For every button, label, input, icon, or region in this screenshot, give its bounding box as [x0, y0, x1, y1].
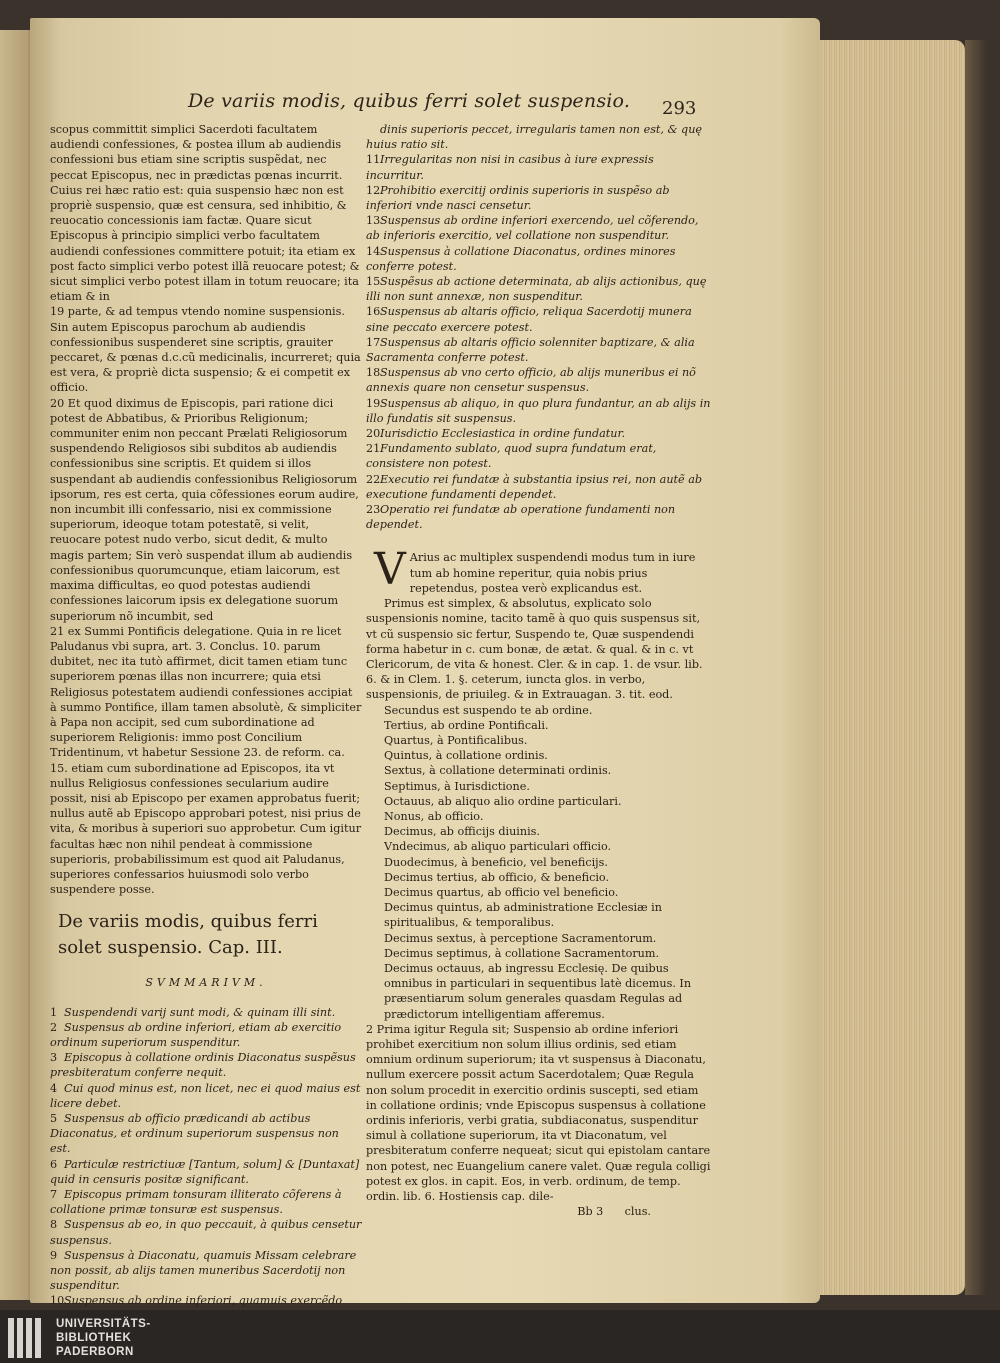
summary-item: 19Suspensus ab aliquo, in quo plura fundantur, an ab alijs in illo fundatis sit suspensus.	[366, 396, 711, 425]
mode-line: Septimus, à Iurisdictione.	[384, 779, 530, 793]
mode-line: Decimus quartus, ab officio vel beneficio.	[384, 885, 619, 899]
summary-list	[50, 1005, 362, 1310]
paragraph: 19 parte, & ad tempus vtendo nomine suspensionis. Sin autem Episcopus parochum ab audiendis confessionibus suspenderet sine scriptis, grauiter peccaret, & pœnas d.c.cũ medicinalis, incurreret; quia est vera, & propriè dicta suspensio; & ei competit ex officio.	[50, 305, 361, 395]
paragraph: 21 ex Summi Pontificis delegatione. Quia in re licet Paludanus vbi supra, art. 3. Conclus. 10. parum dubitet, nec ita tutò affirmet, dicit tamen etiam tunc superiorem pœnas illas non incurrere; quia etsi Religiosus potestatem audiendi confessiones accipiat à summo Pontifice, illam tamen absolutè, & simpliciter à Papa non accipit, sed cum subordinatione ad superiorem Religionis: immo post Concilium Tridentinum, vt habetur Sessione 23. de reform. ca. 15. etiam cum subordinatione ad Episcopos, ita vt nullus Religiosus confessiones secularium audire possit, nisi ab Episcopo per examen approbatus fuerit; nullus autẽ ab Episcopo approbari potest, nisi prius de vita, & moribus à superiori suo approbetur. Cum igitur facultas hæc non nihil pendeat à commissione superioris, probabilissimum est quod ait Paludanus, superiores confessarios huiusmodi solo verbo suspendere posse.	[50, 624, 362, 897]
summary-item: 9 Suspensus à Diaconatu, quamuis Missam celebrare non possit, ab alijs tamen muneribus Sacerdotij non suspenditur.	[50, 1248, 357, 1293]
mode-line: Decimus sextus, à perceptione Sacramentorum.	[384, 931, 657, 945]
summary-item: 6 Particulæ restrictiuæ [Tantum, solum] & [Duntaxat] quid in censuris positæ significant.	[50, 1157, 360, 1186]
primus-paragraph: Primus est simplex, & absolutus, explicato solo suspensionis nomine, tacito tamẽ à quo quis suspensus sit, vt cũ suspensio sic fertur, Suspendo te, Quæ suspendendi forma habetur in c. cum bonæ, de ætat. & qual. & in c. vt Clericorum, de vita & honest. Cler. & in cap. 1. de vsur. lib. 6. & in Clem. 1. §. ceterum, iuncta glos. in verbo, suspensionis, de priuileg. & in Extrauagan. 3. tit. eod.	[366, 597, 703, 702]
summary-item: 1 Suspendendi varij sunt modi, & quinam illi sint.	[50, 1005, 336, 1019]
mode-line: Decimus quintus, ab administratione Ecclesiæ in spiritualibus, & temporalibus.	[384, 901, 662, 930]
mode-line: Decimus septimus, à collatione Sacramentorum.	[384, 946, 660, 960]
summary-item: 13Suspensus ab ordine inferiori exercendo, uel cõferendo, ab inferioris exercitio, vel collatione non suspenditur.	[366, 214, 699, 243]
summary-item: 8 Suspensus ab eo, in quo peccauit, à quibus censetur suspensus.	[50, 1218, 362, 1247]
rule-paragraph: 2 Prima igitur Regula sit; Suspensio ab ordine inferiori prohibet exercitium non solum illius ordinis, sed etiam omnium ordinum superiorum; ita vt suspensus à Diaconatu, nullum exercere possit actum Sacerdotalem; Quæ Regula non solum procedit in exercitio ordinis suscepti, sed etiam in collatione ordinis; vnde Episcopus suspensus à collatione ordinis inferioris, verbi gratia, subdiaconatus, suspenditur simul à collatione superiorum, ita vt Diaconatum, vel presbiteratum conferre nequeat; sicut qui epistolam cantare non potest, nec Euangelium canere valet. Quæ regula colligi potest ex glos. in capit. Eos, in verb. ordinum, de temp. ordin. lib. 6. Hostiensis cap. dile-	[366, 1022, 711, 1204]
left-column	[50, 122, 362, 1310]
summary-item: 7 Episcopus primam tonsuram illiterato cõferens à collatione primæ tonsuræ est suspensus.	[50, 1188, 342, 1217]
summary-item: 22Executio rei fundatæ à substantia ipsius rei, non autẽ ab executione fundamenti dependet.	[366, 472, 703, 501]
summary-item: 16Suspensus ab altaris officio, reliqua Sacerdotij munera sine peccato exercere potest.	[366, 305, 692, 334]
mode-line: Decimus octauus, ab ingressu Ecclesię. De quibus omnibus in particulari in sequentibus latè dicemus. In præsentiarum solum generales quasdam Regulas ad prædictorum intelligentiam afferemus.	[384, 961, 692, 1021]
modes-list	[366, 703, 711, 1022]
mode-line: Quartus, à Pontificalibus.	[384, 733, 528, 747]
summary-item: 20Iurisdictio Ecclesiastica in ordine fundatur.	[366, 427, 626, 441]
mode-line: Tertius, ab ordine Pontificali.	[384, 718, 549, 732]
summary-item: dinis superioris peccet, irregularis tamen non est, & quę huius ratio sit.	[366, 123, 703, 152]
mode-line: Octauus, ab aliquo alio ordine particulari.	[384, 794, 622, 808]
summary-item: 17Suspensus ab altaris officio solenniter baptizare, & alia Sacramenta conferre potest.	[366, 335, 695, 365]
paragraph: 20 Et quod diximus de Episcopis, pari ratione dici potest de Abbatibus, & Prioribus Religionum; communiter enim non peccant Prælati Religiosorum suspendendo Religiosos sibi subditos ab audiendis confessionibus sine scriptis. Et quidem si illos suspendant ab audiendis confessionibus Religiosorum ipsorum, res est certa, quia cõfessiones eorum audire, non incumbit illi confessario, nisi ex commissione superiorum, ideoque totam potestatẽ, si velit, reuocare potest nudo verbo, sicut dedit, & multo magis partem; Sin verò suspendat illum ab audiendis confessionibus quorumcunque, etiam laicorum, est maxima difficultas, eo quod potestas audiendi confessiones laicorum ipsis ex delegatione suorum superiorum nõ incumbit, sed	[50, 396, 359, 623]
mode-line: Quintus, à collatione ordinis.	[384, 749, 548, 763]
summary-item: 2 Suspensus ab ordine inferiori, etiam ab exercitio ordinum superiorum suspenditur.	[50, 1020, 342, 1049]
mode-line: Duodecimus, à beneficio, vel beneficijs.	[384, 855, 608, 869]
facing-page-edge	[0, 30, 34, 1300]
mode-line: Vndecimus, ab aliquo particulari officio.	[384, 840, 612, 854]
summary-item: 21Fundamento sublato, quod supra fundatum erat, consistere non potest.	[366, 442, 657, 471]
library-logo	[8, 1318, 48, 1358]
summary-item: 4 Cui quod minus est, non licet, nec ei quod maius est licere debet.	[50, 1081, 361, 1110]
mode-line: Decimus, ab officijs diuinis.	[384, 825, 540, 839]
signature-line: Bb 3 clus.	[577, 1205, 651, 1219]
library-name: UNIVERSITÄTS- BIBLIOTHEK PADERBORN	[56, 1318, 151, 1358]
running-header: De variis modis, quibus ferri solet suspensio.	[188, 90, 631, 112]
mode-line: Sextus, à collatione determinati ordinis.	[384, 764, 612, 778]
intro-paragraph: V Arius ac multiplex suspendendi modus tum in iure tum ab homine reperitur, quia nobis prius repetendus, postea verò explicandus est.	[374, 544, 696, 596]
paragraph: scopus committit simplici Sacerdoti facultatem audiendi confessiones, & postea illum ab audiendis confessioni bus etiam sine scriptis suspẽdat, nec peccat Episcopus, nec in prædictas pœnas incurrit. Cuius rei hæc ratio est: quia suspensio hæc non est propriè suspensio, quæ est censura, sed inhibitio, & reuocatio concessionis iam factæ. Quare sicut Episcopus à principio simplici verbo facultatem audiendi confessiones committere potuit; ita etiam ex post facto simplici verbo potest illã reuocare potest; & sicut simplici verbo potest illam in totum reuocare; ita etiam & in	[50, 123, 360, 304]
summary-item: 3 Episcopus à collatione ordinis Diaconatus suspẽsus presbiteratum conferre nequit.	[50, 1051, 356, 1080]
summary-item: 15Suspẽsus ab actione determinata, ab alijs actionibus, quę illi non sunt annexæ, non suspenditur.	[366, 275, 707, 304]
summary-item: 10Suspensus ab ordine inferiori, quamuis exercẽdo	[50, 1294, 343, 1308]
mode-line: Nonus, ab officio.	[384, 809, 484, 823]
drop-cap: V	[374, 544, 406, 596]
summary-item: 12Prohibitio exercitij ordinis superioris in suspẽso ab inferiori vnde nasci censetur.	[366, 183, 670, 213]
page-fore-edge	[815, 40, 965, 1295]
summary-item: 5 Suspensus ab officio prædicandi ab actibus Diaconatus, et ordinum superiorum suspensus non est.	[50, 1111, 339, 1156]
mode-line: Secundus est suspendo te ab ordine.	[384, 703, 593, 717]
page-number: 293	[662, 98, 697, 119]
chapter-title: De variis modis, quibus ferri solet suspensio. Cap. III.	[58, 911, 318, 959]
summary-item: 18Suspensus ab vno certo officio, ab alijs muneribus ei nõ annexis quare non censetur suspensus.	[366, 366, 696, 395]
summary-heading: SVMMARIVM.	[145, 976, 267, 990]
summary-item: 23Operatio rei fundatæ ab operatione fundamenti non dependet.	[366, 503, 676, 532]
summary-item: 14Suspensus à collatione Diaconatus, ordines minores conferre potest.	[366, 244, 676, 273]
right-column	[366, 122, 711, 1219]
summary-item: 11Irregularitas non nisi in casibus à iure expressis incurritur.	[366, 153, 654, 182]
mode-line: Decimus tertius, ab officio, & beneficio.	[384, 870, 610, 884]
summary-list-continued	[366, 122, 711, 532]
